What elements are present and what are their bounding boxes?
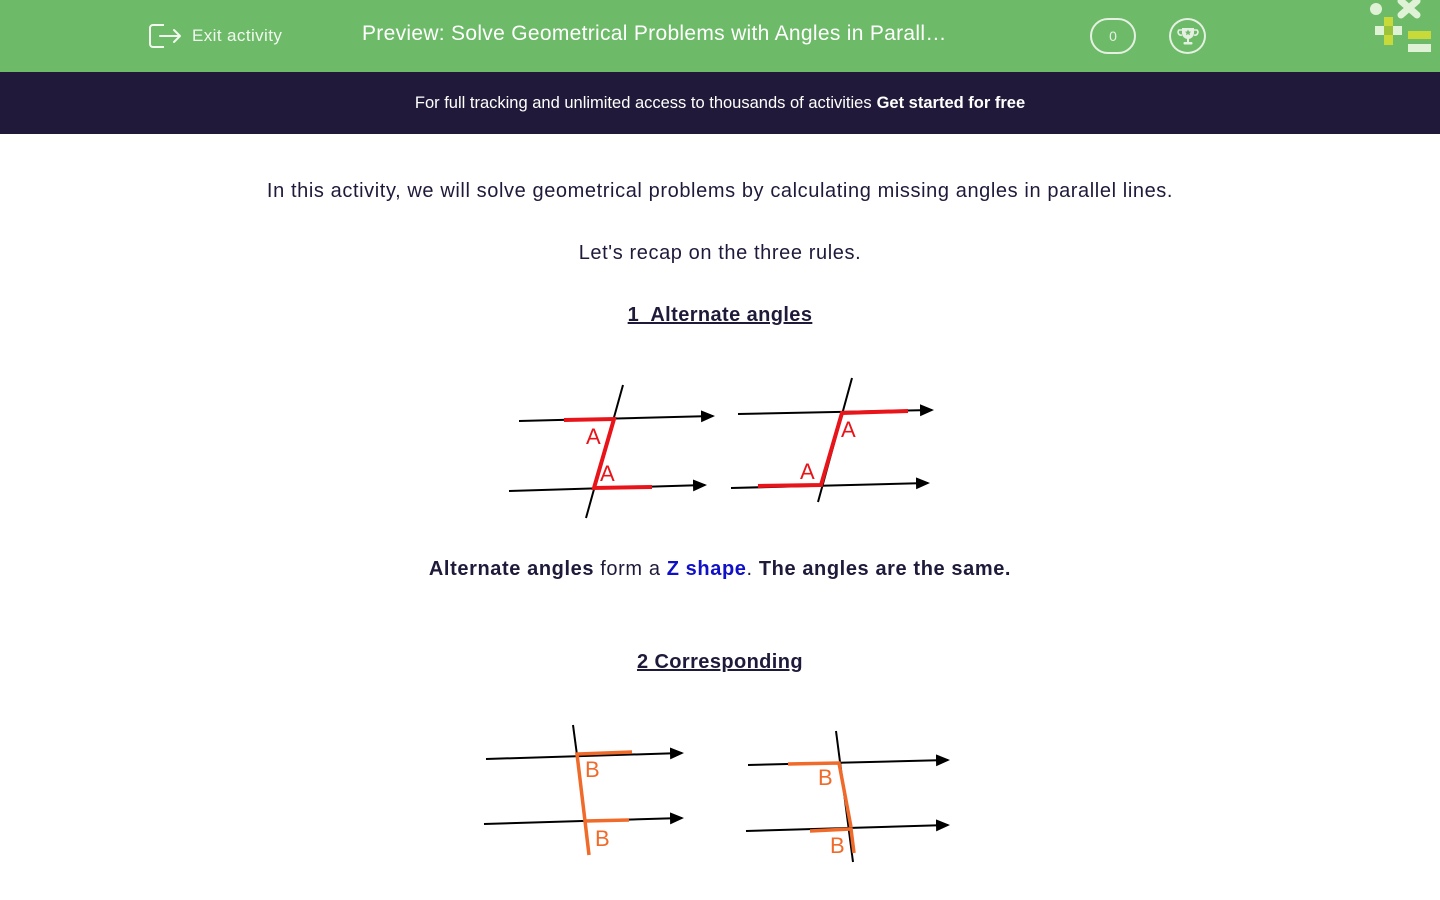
svg-text:A: A (800, 459, 815, 484)
recap-text: Let's recap on the three rules. (578, 242, 862, 264)
alternate-angles-diagram (500, 370, 960, 530)
exit-label: Exit activity (192, 26, 283, 45)
rule-1-description: Alternate angles form a Z shape. The angles are the same. (428, 558, 1012, 580)
exit-activity-button[interactable] (148, 20, 282, 52)
svg-text:B: B (830, 833, 845, 858)
svg-text:A: A (841, 417, 856, 442)
svg-text:B: B (595, 826, 610, 851)
svg-text:A: A (600, 461, 615, 486)
activity-title: Preview: Solve Geometrical Problems with Angles in Parall… (362, 22, 947, 45)
svg-text:B: B (818, 765, 833, 790)
corresponding-angles-diagram (470, 715, 970, 875)
maths-symbols-logo (1368, 0, 1440, 56)
trophy-button[interactable] (1169, 18, 1206, 54)
rule-1-conclusion: The angles are the same. (758, 558, 1012, 580)
score-badge: 0 (1090, 18, 1136, 54)
upgrade-banner (0, 72, 1440, 134)
banner-text: For full tracking and unlimited access to thousands of activities (414, 93, 872, 112)
rule-2-heading: 2 Corresponding (636, 651, 803, 673)
rule-1-heading: 1 Alternate angles (627, 304, 813, 326)
trophy-icon (1177, 25, 1199, 47)
get-started-link[interactable]: Get started for free (876, 93, 1026, 112)
angle-label-b: B (585, 757, 600, 782)
angle-label-a: A (586, 424, 601, 449)
top-bar (0, 0, 1440, 72)
exit-icon (148, 21, 182, 51)
intro-text: In this activity, we will solve geometrical problems by calculating missing angles in parallel lines. (266, 180, 1174, 202)
z-shape-highlight: Z shape (666, 558, 747, 580)
rule-1-term: Alternate angles (428, 558, 595, 580)
